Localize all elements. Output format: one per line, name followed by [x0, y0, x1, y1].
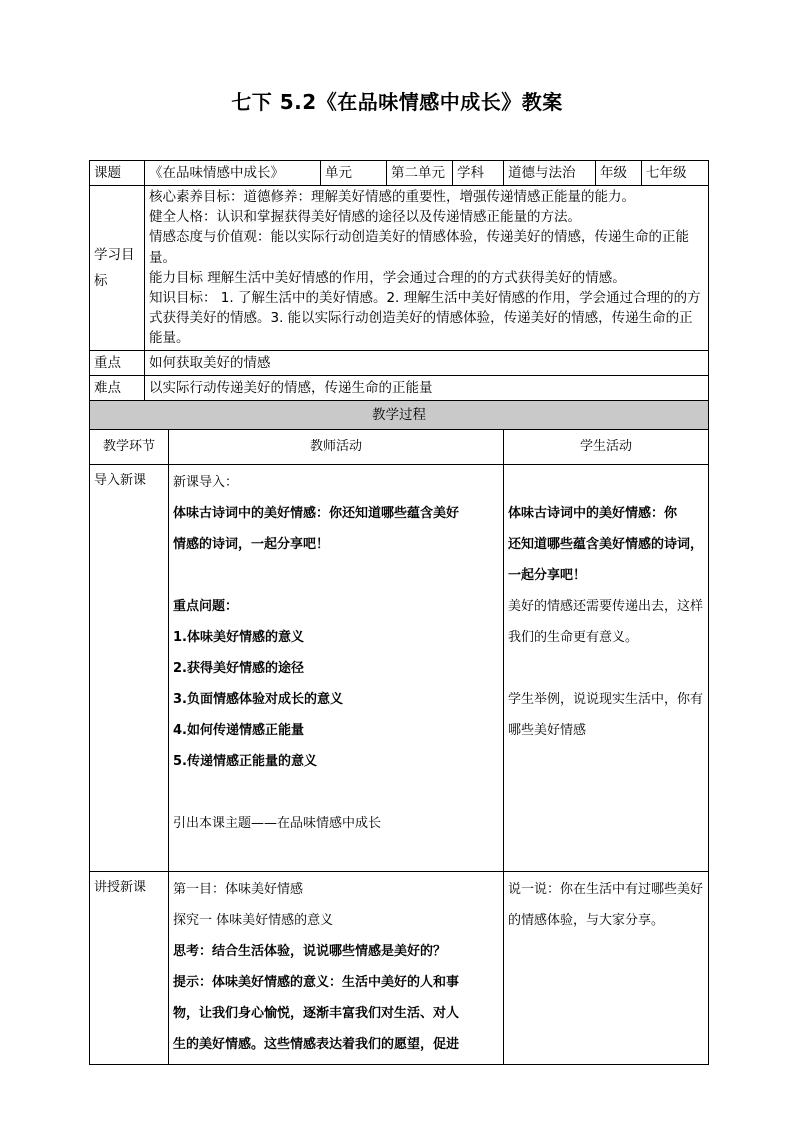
student-activity-intro	[504, 464, 709, 871]
text-line: 第一目：体味美好情感	[173, 881, 304, 897]
objective-knowledge: 知识目标： 1. 了解生活中的美好情感。2. 理解生活中美好情感的作用，学会通过合理的的方式获得美好的情感。3. 能以实际行动创造美好的情感体验，传递美好的情感，传递生命的正能量。	[149, 290, 701, 347]
col-stage-header: 教学环节	[90, 429, 169, 464]
teacher-activity-intro	[169, 464, 504, 871]
stage-lecture: 讲授新课	[90, 871, 169, 1064]
text-line: 体味古诗词中的美好情感：你还知道哪些蕴含美好	[173, 505, 460, 521]
process-row-intro	[90, 464, 709, 871]
text-line: 情感的诗词，一起分享吧！	[173, 536, 330, 552]
difficulty-label: 难点	[90, 375, 145, 400]
text-line: 我们的生命更有意义。	[508, 629, 639, 645]
subject-label: 学科	[453, 161, 504, 186]
key-point-value: 如何获取美好的情感	[145, 350, 709, 375]
objective-attitude: 情感态度与价值观：能以实际行动创造美好的情感体验，传递美好的情感，传递生命的正能量。	[149, 229, 689, 266]
text-line: 学生举例，说说现实生活中，你有	[508, 691, 704, 707]
unit-label: 单元	[321, 161, 387, 186]
student-activity-lecture	[504, 871, 709, 1064]
teacher-activity-lecture	[169, 871, 504, 1064]
text-line: 重点问题：	[173, 598, 239, 614]
text-line: 新课导入：	[173, 474, 239, 490]
text-line: 美好的情感还需要传递出去，这样	[508, 598, 704, 614]
objectives-content	[145, 186, 709, 351]
subject-value: 道德与法治	[504, 161, 596, 186]
topic-label: 课题	[90, 161, 145, 186]
col-teacher-header: 教师活动	[169, 429, 504, 464]
grade-label: 年级	[596, 161, 642, 186]
col-student-header: 学生活动	[504, 429, 709, 464]
document-title: 七下 5.2《在品味情感中成长》教案	[231, 90, 563, 114]
stage-intro: 导入新课	[90, 464, 169, 871]
text-line: 哪些美好情感	[508, 722, 587, 738]
difficulty-value: 以实际行动传递美好的情感，传递生命的正能量	[145, 375, 709, 400]
lesson-plan-table	[89, 160, 709, 1065]
text-line	[508, 653, 704, 684]
text-line	[173, 560, 499, 591]
grade-value: 七年级	[642, 161, 709, 186]
text-line: 2.获得美好情感的途径	[173, 660, 304, 676]
text-line: 还知道哪些蕴含美好情感的诗词，	[508, 536, 704, 552]
process-column-headers	[90, 429, 709, 464]
objective-personality: 健全人格：认识和掌握获得美好情感的途径以及传递情感正能量的方法。	[149, 209, 581, 226]
text-line: 物，让我们身心愉悦，逐渐丰富我们对生活、对人	[173, 1005, 460, 1021]
text-line	[508, 467, 704, 498]
process-heading: 教学过程	[90, 400, 709, 429]
difficulty-row	[90, 375, 709, 400]
objective-ability: 能力目标 理解生活中美好情感的作用，学会通过合理的的方式获得美好的情感。	[149, 269, 626, 286]
text-line: 的情感体验，与大家分享。	[508, 912, 665, 928]
key-point-row	[90, 350, 709, 375]
text-line: 5.传递情感正能量的意义	[173, 753, 317, 769]
text-line: 体味古诗词中的美好情感：你	[508, 505, 678, 521]
process-heading-row	[90, 400, 709, 429]
key-point-label: 重点	[90, 350, 145, 375]
text-line: 4.如何传递情感正能量	[173, 722, 304, 738]
text-line: 一起分享吧！	[508, 567, 587, 583]
unit-value: 第二单元	[387, 161, 453, 186]
text-line: 探究一 体味美好情感的意义	[173, 912, 334, 928]
process-row-lecture	[90, 871, 709, 1064]
text-line: 3.负面情感体验对成长的意义	[173, 691, 343, 707]
text-line	[173, 777, 499, 808]
text-line: 1.体味美好情感的意义	[173, 629, 304, 645]
topic-value: 《在品味情感中成长》	[145, 161, 321, 186]
text-line: 说一说：你在生活中有过哪些美好	[508, 881, 704, 897]
info-row	[90, 161, 709, 186]
text-line: 引出本课主题——在品味情感中成长	[173, 815, 382, 831]
text-line: 生的美好情感。这些情感表达着我们的愿望，促进	[173, 1036, 460, 1052]
objectives-label: 学习目标	[90, 186, 145, 351]
text-line: 思考：结合生活体验，说说哪些情感是美好的？	[173, 943, 447, 959]
objectives-row	[90, 186, 709, 351]
objective-core: 核心素养目标：道德修养：理解美好情感的重要性，增强传递情感正能量的能力。	[149, 189, 635, 205]
text-line: 提示：体味美好情感的意义：生活中美好的人和事	[173, 974, 460, 990]
